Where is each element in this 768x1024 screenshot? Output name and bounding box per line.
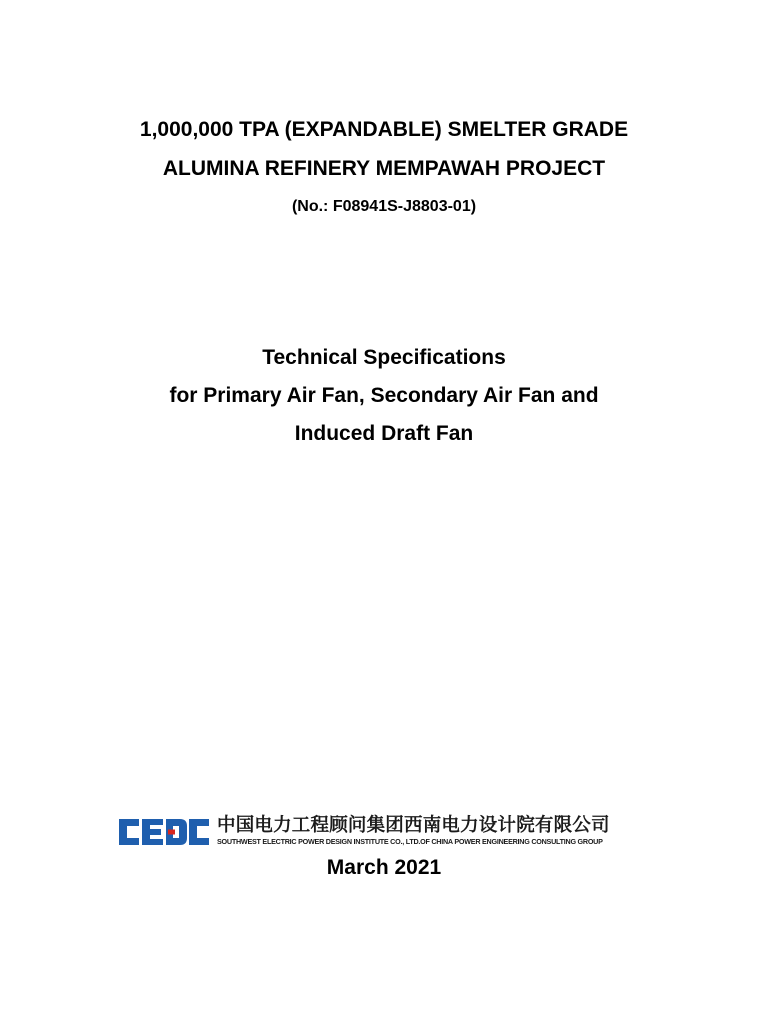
document-date: March 2021	[326, 856, 442, 879]
company-name-en: SOUTHWEST ELECTRIC POWER DESIGN INSTITUTE CO., LTD.OF CHINA POWER ENGINEERING CONSULTING GROUP	[217, 837, 603, 846]
project-title-line-1: 1,000,000 TPA (EXPANDABLE) SMELTER GRADE	[139, 118, 629, 141]
cedc-logo-icon	[118, 817, 210, 847]
project-title-line-2: ALUMINA REFINERY MEMPAWAH PROJECT	[162, 157, 606, 180]
company-logo	[118, 814, 650, 850]
spec-title-line-3: Induced Draft Fan	[294, 422, 474, 445]
project-number: (No.: F08941S-J8803-01)	[291, 198, 477, 215]
spec-title-line-1: Technical Specifications	[262, 346, 506, 369]
spec-title-line-2: for Primary Air Fan, Secondary Air Fan and	[169, 384, 599, 407]
company-name-cn: 中国电力工程顾问集团西南电力设计院有限公司	[217, 815, 610, 836]
